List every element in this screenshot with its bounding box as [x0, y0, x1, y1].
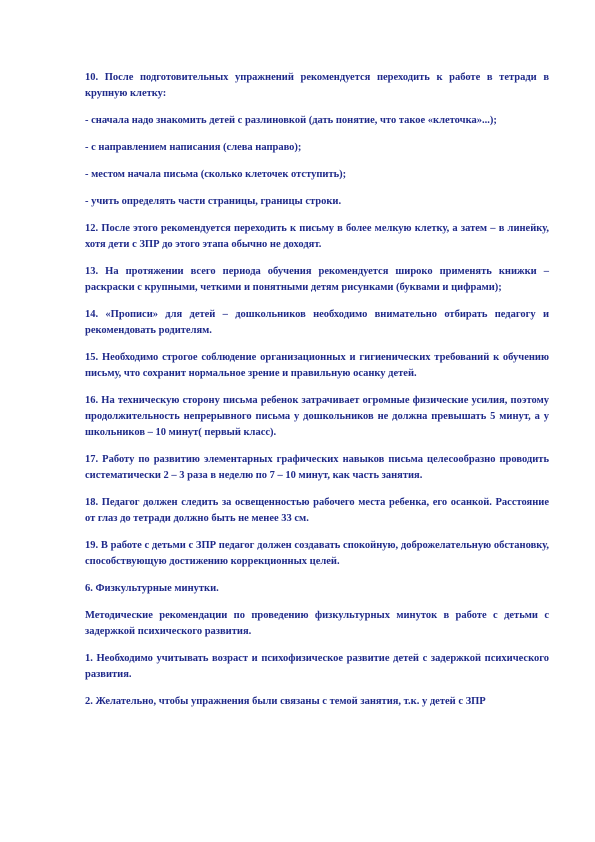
paragraph-15: 15. Необходимо строгое соблюдение организационных и гигиенических требований к обучению письму, что сохранит нормальное зрение и правильную осанку детей.	[85, 352, 549, 379]
paragraph-17: 17. Работу по развитию элементарных графических навыков письма целесообразно проводить систематически 2 – 3 раза в неделю по 7 – 10 минут, как часть занятия.	[85, 454, 549, 481]
paragraph-19: 19. В работе с детьми с ЗПР педагог должен создавать спокойную, доброжелательную обстановку, способствующую достижению коррекционных целей.	[85, 540, 549, 567]
list-item-direction: - с направлением написания (слева направо);	[85, 142, 302, 153]
recommendation-1: 1. Необходимо учитывать возраст и психофизическое развитие детей с задержкой психического развития.	[85, 653, 549, 680]
paragraph-13: 13. На протяжении всего периода обучения рекомендуется широко применять книжки – раскраски с крупными, четкими и понятными детям рисунками (буквами и цифрами);	[85, 266, 549, 293]
paragraph-18: 18. Педагог должен следить за освещенностью рабочего места ребенка, его осанкой. Расстояние от глаз до тетради должно быть не менее 33 см.	[85, 497, 549, 524]
paragraph-14: 14. «Прописи» для детей – дошкольников необходимо внимательно отбирать педагогу и рекомендовать родителям.	[85, 309, 549, 336]
paragraph-12: 12. После этого рекомендуется переходить к письму в более мелкую клетку, а затем – в линейку, хотя дети с ЗПР до этого этапа обычно не доходят.	[85, 223, 549, 250]
section-heading: 6. Физкультурные минутки.	[85, 583, 219, 594]
list-item-page-parts: - учить определять части страницы, границы строки.	[85, 196, 342, 207]
paragraph-10: 10. После подготовительных упражнений рекомендуется переходить к работе в тетради в крупную клетку:	[85, 72, 549, 99]
document-body	[85, 70, 549, 721]
list-item-start-place: - местом начала письма (сколько клеточек отступить);	[85, 169, 347, 180]
section-intro: Методические рекомендации по проведению физкультурных минуток в работе с детьми с задержкой психического развития.	[85, 610, 549, 637]
recommendation-2: 2. Желательно, чтобы упражнения были связаны с темой занятия, т.к. у детей с ЗПР	[85, 696, 486, 707]
list-item-lining: - сначала надо знакомить детей с разлиновкой (дать понятие, что такое «клеточка»...);	[85, 115, 497, 126]
paragraph-16: 16. На техническую сторону письма ребенок затрачивает огромные физические усилия, поэтому продолжительность непрерывного письма у дошкольников не должна превышать 5 минут, а у школьников – 10 минут( первый класс).	[85, 395, 549, 438]
